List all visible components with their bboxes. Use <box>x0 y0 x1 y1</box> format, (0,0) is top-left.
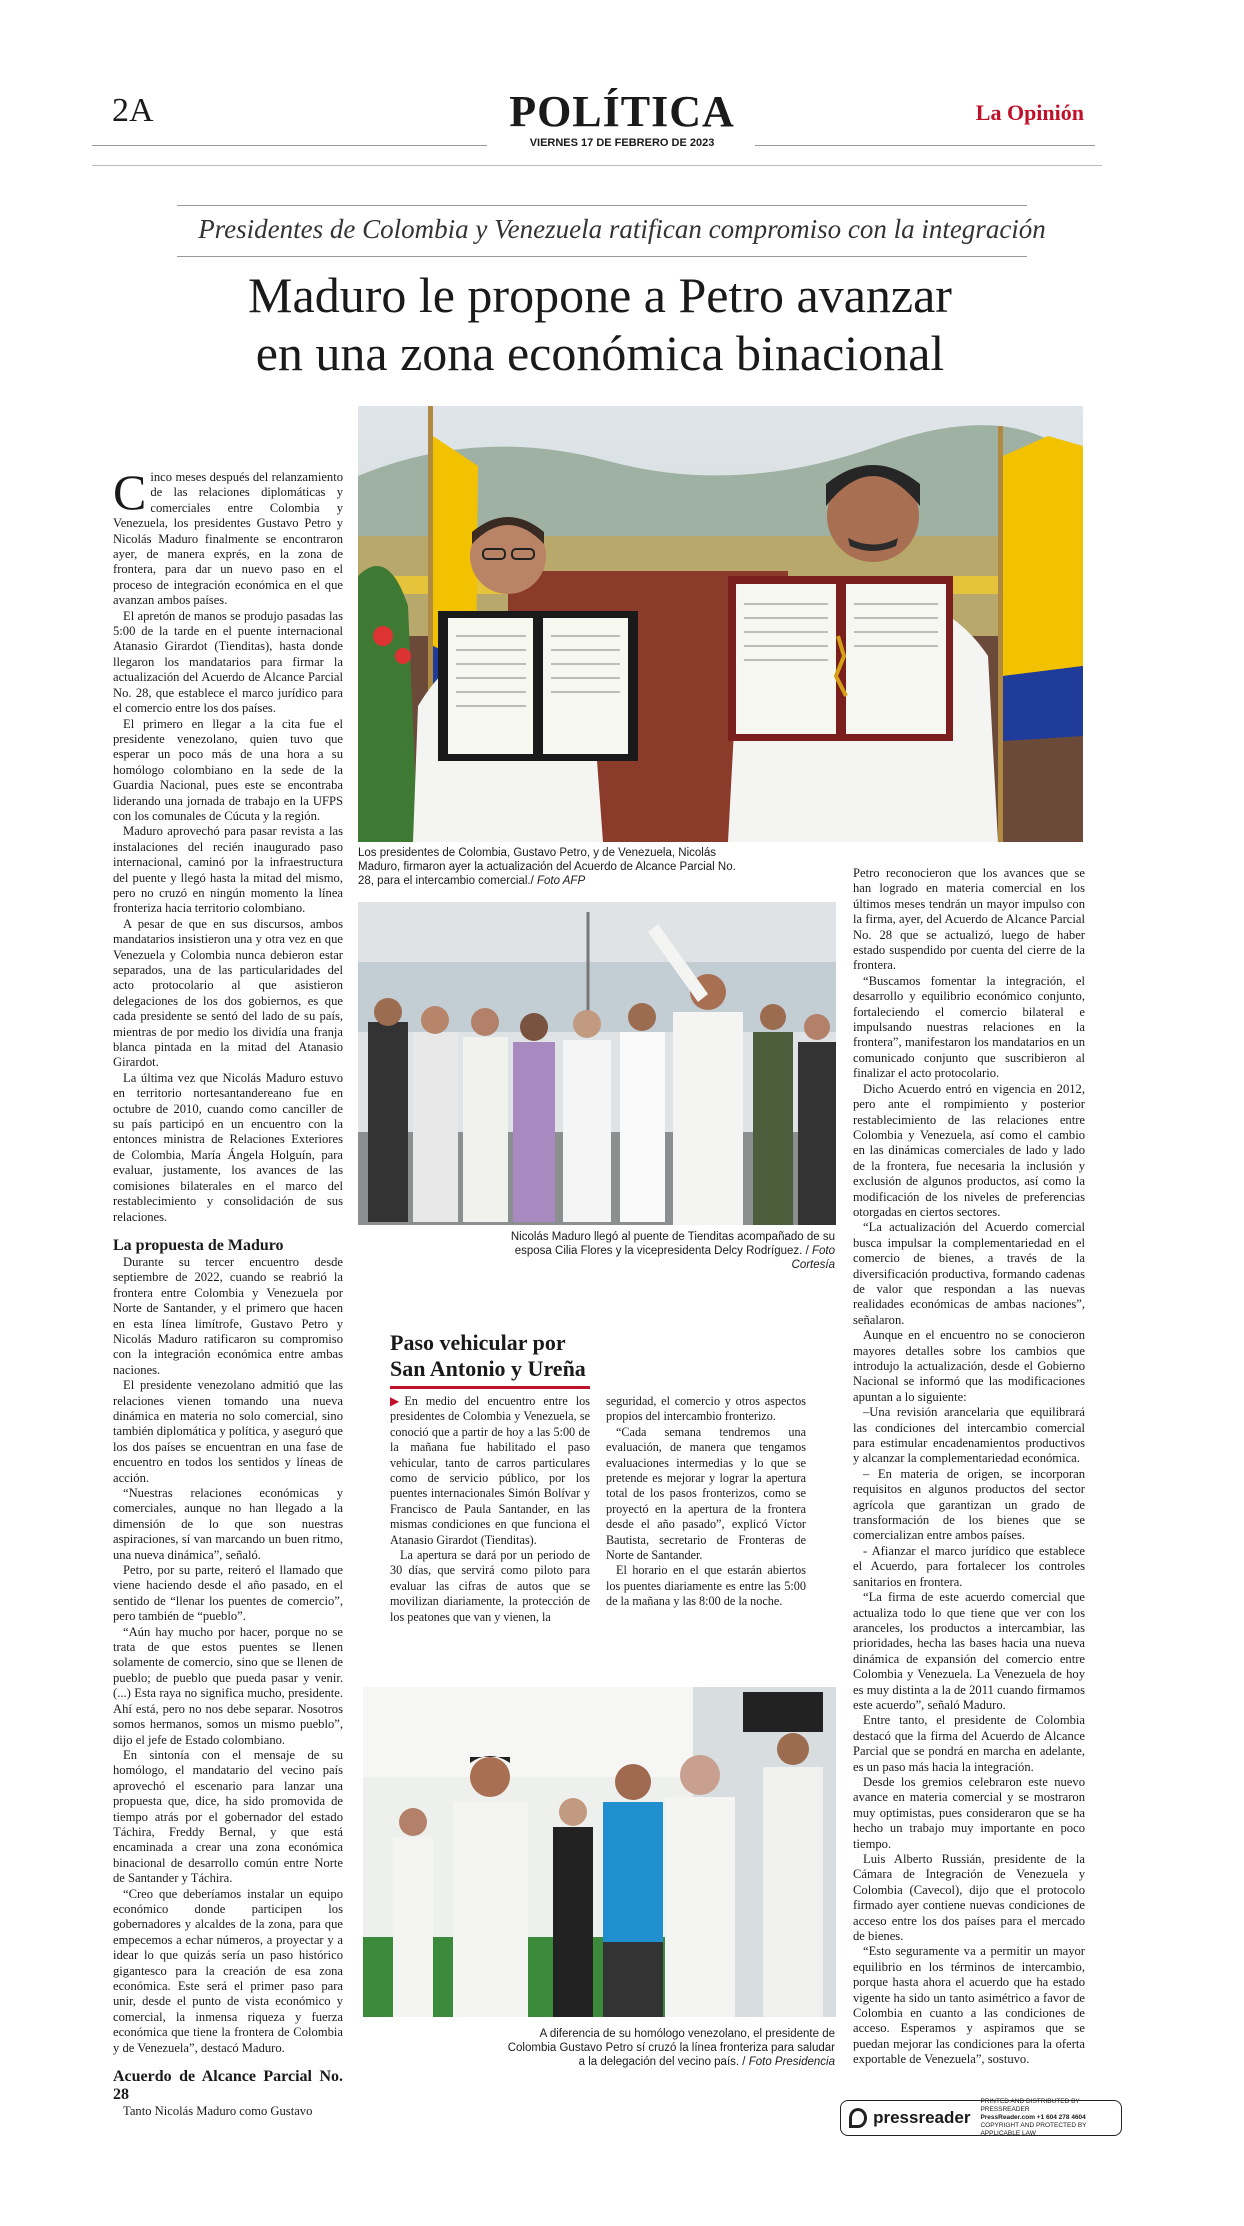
paragraph: A pesar de que en sus discursos, ambos mandatarios insistieron una y otra vez en que Venezuela y Colombia nunca debieron estar separados, una de las particularidades del acto protocolario al que asistieron delegaciones de los dos gobiernos, es que cada presidente se sentó del lado de su país, mientras de por medio los dividía una franja blanca pintada en la mitad del Atanasio Girardot. <box>113 916 343 1070</box>
headline-line-1: Maduro le propone a Petro avanzar <box>248 267 952 323</box>
headline-line-2: en una zona económica binacional <box>255 325 945 381</box>
box-title-line-2: San Antonio y Ureña <box>390 1356 586 1381</box>
paragraph: “Creo que deberíamos instalar un equipo económico donde participen los gobernadores y alcaldes de la zona, para que empecemos a echar números, a proyectar y a idear lo que quizás sería un paso histórico gigantesco para la creación de esa zona económica. Este será el primer paso para unir, desde el punto de vista económico y comercial, la inmensa riqueza y fuerza económica que tiene la frontera de Colombia y de Venezuela”, destacó Maduro. <box>113 1886 343 2055</box>
paragraph: Entre tanto, el presidente de Colombia destacó que la firma del Acuerdo de Alcance Parcial que se pondrá en marcha en adelante, es un paso más hacia la integración. <box>853 1713 1085 1774</box>
red-triangle-icon: ▶ <box>390 1394 405 1408</box>
paragraph: “La actualización del Acuerdo comercial busca impulsar la complementariedad en el comercio de bienes, a través de la diversificación productiva, formando cadenas de valor que respondan a las nuevas realidades económicas de ambas naciones”, señalaron. <box>853 1220 1085 1327</box>
photo-credit: Foto AFP <box>536 875 586 887</box>
box-title <box>390 1330 690 1382</box>
photo-credit: Foto Presidencia <box>748 2056 835 2068</box>
paragraph: “Buscamos fomentar la integración, el desarrollo y equilibrio económico conjunto, fortaleciendo el comercio bilateral e impulsando nuestras relaciones en la frontera”, manifestaron los mandatarios en un comunicado conjunto que suscribieron al finalizar el acto protocolario. <box>853 973 1085 1081</box>
paragraph: Petro, por su parte, reiteró el llamado que viene haciendo desde el año pasado, en el sentido de “llenar los puentes de comercio”, pero también de “pueblo”. <box>113 1563 343 1624</box>
photo-greeting-image <box>363 1687 836 2017</box>
issue-date: VIERNES 17 DE FEBRERO DE 2023 <box>529 137 715 149</box>
headline <box>100 266 1100 382</box>
paragraph: “Cada semana tendremos una evaluación, de manera que tengamos evaluaciones intermedias y lo que se pretende es mejorar y lograr la apertura total de los pasos fronterizos, como se proyectó en la apertura de la frontera desde el año pasado”, explicó Víctor Bautista, secretario de Fronteras de Norte de Santander. <box>606 1424 806 1563</box>
paragraph: Maduro aprovechó para pasar revista a las instalaciones del recién inaugurado paso internacional, caminó por la infraestructura del puente y llegó hasta la mitad del mismo, pero no cruzó en ningún momento la línea fronteriza hacia territorio colombiano. <box>113 824 343 916</box>
notice-line-1: PRINTED AND DISTRIBUTED BY PRESSREADER <box>980 2098 1080 2113</box>
kicker-rule-bottom <box>177 256 1027 257</box>
pressreader-wordmark: pressreader <box>873 2108 971 2127</box>
article-column-4 <box>853 866 1085 2068</box>
paragraph: Luis Alberto Russián, presidente de la Cámara de Integración de Venezuela y Colombia (Cavecol), dijo que el protocolo firmado ayer contiene nuevas condiciones de acceso entre los dos países para el mercado de bienes. <box>853 1852 1085 1944</box>
box-column-1 <box>390 1394 590 1625</box>
box-column-2 <box>606 1394 806 1610</box>
photo-signing-image <box>358 406 1083 842</box>
paragraph: En sintonía con el mensaje de su homólogo, el mandatario del vecino país aprovechó el escenario para lanzar una propuesta que, dice, ha sido promovida de tiempo atrás por el gobernador del estado Táchira, Freddy Bernal, y que está encaminada a crear una zona económica binacional de desarrollo común entre Norte de Santander y Táchira. <box>113 1747 343 1886</box>
paragraph: La última vez que Nicolás Maduro estuvo en territorio nortesantandereano fue en octubre de 2010, cuando como canciller de su país participó en un encuentro con la entonces ministra de Relaciones Exteriores de Colombia, María Ángela Holguín, para evaluar, justamente, los avances de las comisiones bilaterales en el marco del restablecimiento y consolidación de sus relaciones. <box>113 1070 343 1224</box>
box-title-line-1: Paso vehicular por <box>390 1330 566 1355</box>
paragraph: “Esto seguramente va a permitir un mayor equilibrio en los términos de intercambio, porque hasta ahora el acuerdo que ha estado vigente ha sido un tanto asimétrico a favor de Colombia en cuanto a las condiciones de acceso. Esperamos y aspiramos que se puedan mejorar las condiciones para la oferta exportable de Venezuela”, sostuvo. <box>853 1944 1085 2067</box>
paragraph: “La firma de este acuerdo comercial que actualiza todo lo que tiene que ver con los aranceles, los productos a intercambiar, las prioridades, hecha las bases hacia una nueva dinámica de expansión del comercio entre Colombia y Venezuela. La Venezuela de hoy es muy distinta a la de 2011 cuando firmamos este acuerdo”, señaló Maduro. <box>853 1590 1085 1712</box>
paragraph: “Nuestras relaciones económicas y comerciales, aunque no han llegado a la dimensión de lo que son nuestras aspiraciones, sí van marcando un buen ritmo, una nueva dinámica”, señaló. <box>113 1486 343 1562</box>
paragraph: Desde los gremios celebraron este nuevo avance en materia comercial y se mostraron muy optimistas, pues consideraron que se ha hecho un trabajo muy importante en poco tiempo. <box>853 1774 1085 1851</box>
paragraph: Cinco meses después del relanzamiento de las relaciones diplomáticas y comerciales entre Colombia y Venezuela, los presidentes Gustavo Petro y Nicolás Maduro finalmente se encontraron ayer, de manera exprés, en la zona de frontera, para dar un nuevo paso en el proceso de integración económica en el que avanzan ambos países. <box>113 464 343 608</box>
paragraph: Petro reconocieron que los avances que se han logrado en materia comercial en los últimos meses tendrán un mayor impulso con la firma, ayer, del Acuerdo de Alcance Parcial No. 28 que se actualizó, luego de haber estado suspendido por cuenta del cierre de la frontera. <box>853 866 1085 973</box>
paragraph: El horario en el que estarán abiertos los puentes diariamente es entre las 5:00 de la mañana y las 8:00 de la noche. <box>606 1563 806 1609</box>
paragraph: Tanto Nicolás Maduro como Gustavo <box>123 2104 313 2119</box>
paragraph: - Afianzar el marco jurídico que establece el Acuerdo, para fortalecer los controles sanitarios en frontera. <box>853 1543 1085 1589</box>
caption-text: Los presidentes de Colombia, Gustavo Petro, y de Venezuela, Nicolás Maduro, firmaron ayer la actualización del Acuerdo de Alcance Parcial No. 28, para el intercambio comercial./ <box>358 847 736 887</box>
photo-arrival-image <box>358 902 836 1225</box>
paragraph: El apretón de manos se produjo pasadas las 5:00 de la tarde en el puente internacional Atanasio Girardot (Tienditas), hasta donde llegaron los mandatarios para firmar la actualización del Acuerdo de Alcance Parcial No. 28, que establece el marco jurídico para el comercio entre los dos países. <box>113 608 343 716</box>
paragraph: ▶En medio del encuentro entre los presidentes de Colombia y Venezuela, se conoció que a partir de hoy a las 5:00 de la mañana fue habilitado el paso vehicular, tanto de carros particulares como de servicio público, por los puentes internacionales Simón Bolívar y Francisco de Paula Santander, en las mismas condiciones en que funciona el Atanasio Girardot (Tienditas). <box>390 1394 590 1547</box>
header-rule <box>92 165 1102 166</box>
photo-signing-caption <box>358 846 743 888</box>
paragraph: – En materia de origen, se incorporan requisitos en algunos productos del sector agrícola que garantizan un grado de transformación de los bienes que se comercializan entre ambos países. <box>853 1466 1085 1543</box>
brand-logo: La Opinión <box>975 100 1084 125</box>
photo-greeting <box>363 1687 836 2017</box>
header-rule-left <box>92 145 487 146</box>
kicker: Presidentes de Colombia y Venezuela ratifican compromiso con la integración <box>198 214 1046 244</box>
paragraph: “Aún hay mucho por hacer, porque no se trata de que estos puentes se llenen solamente de comercio, sino que se llenen de pueblo; de pueblo que pueda pasar y venir. (...) Esta raya no significa mucho, presidente. Ahí está, pero no nos debe separar. Nosotros somos hermanos, somos un mismo pueblo”, dijo el jefe de Estado colombiano. <box>113 1624 343 1747</box>
photo-credit: Foto Cortesía <box>791 1245 835 1271</box>
paragraph: El primero en llegar a la cita fue el presidente venezolano, quien tuvo que esperar un poco más de una hora a su homólogo colombiano en la sede de la Guardia Nacional, pues este se encontraba liderando una jornada de trabajo en la UFPS con los comunales de Cúcuta y la región. <box>113 716 343 823</box>
article-column-1 <box>113 464 343 2119</box>
photo-arrival <box>358 902 836 1225</box>
pressreader-notice <box>980 2098 1121 2138</box>
paragraph: Dicho Acuerdo entró en vigencia en 2012, pero ante el rompimiento y posterior restablecimiento de las relaciones entre Colombia y Venezuela, así como el cambio en las dinámicas comerciales de lado y lado de la frontera, fue necesaria la inclusión y exclusión de algunos productos, así como la modificación de los niveles de preferencias otorgadas en ciertos sectores. <box>853 1081 1085 1219</box>
paragraph: La apertura se dará por un periodo de 30 días, que servirá como piloto para evaluar las cifras de autos que se movilizan diariamente, la protección de los peatones que van y vienen, la <box>390 1548 590 1624</box>
photo-arrival-caption <box>505 1230 835 1272</box>
page-number: 2A <box>112 92 154 129</box>
section-title: POLÍTICA <box>509 87 735 136</box>
subheading: Acuerdo de Alcance Parcial No. 28 <box>113 2068 343 2104</box>
kicker-rule-top <box>177 205 1027 206</box>
paragraph: –Una revisión arancelaria que equilibrará las condiciones del intercambio comercial para estimular encadenamientos productivos y alcanzar la complementariedad económica. <box>853 1405 1085 1466</box>
drop-cap: C <box>113 464 147 520</box>
notice-line-2: PressReader.com +1 604 278 4604 <box>980 2114 1086 2121</box>
notice-line-3: COPYRIGHT AND PROTECTED BY APPLICABLE LAW <box>980 2122 1087 2137</box>
photo-signing <box>358 406 1083 842</box>
paragraph: Aunque en el encuentro no se conocieron mayores detalles sobre los cambios que introdujo la actualización, desde el Gobierno Nacional se informó que las modificaciones apuntan a lo siguiente: <box>853 1328 1085 1404</box>
box-title-underline <box>390 1386 590 1389</box>
paragraph: Durante su tercer encuentro desde septiembre de 2022, cuando se reabrió la frontera entre Colombia y Venezuela por Norte de Santander, y el primero que hacen en esta línea limítrofe, Gustavo Petro y Nicolás Maduro ratificaron su compromiso con la integración económica entre ambas naciones. <box>113 1254 343 1377</box>
header-rule-right <box>755 145 1095 146</box>
subheading: La propuesta de Maduro <box>113 1236 284 1254</box>
photo-greeting-caption <box>505 2027 835 2069</box>
paragraph: El presidente venezolano admitió que las relaciones vienen tomando una nueva dinámica en materia no solo comercial, sino también diplomática y política, y aseguró que los dos países se encuentran en una fase de encuentro en todos los sentidos y líneas de acción. <box>113 1378 343 1485</box>
paragraph: seguridad, el comercio y otros aspectos propios del intercambio fronterizo. <box>606 1394 806 1424</box>
caption-text: Nicolás Maduro llegó al puente de Tienditas acompañado de su esposa Cilia Flores y la vicepresidenta Delcy Rodríguez. / <box>510 1231 835 1257</box>
caption-text: A diferencia de su homólogo venezolano, el presidente de Colombia Gustavo Petro sí cruzó la línea fronteriza para saludar a la delegación del vecino país. / <box>507 2028 835 2068</box>
pressreader-p-icon <box>849 2108 867 2128</box>
pressreader-badge <box>840 2100 1122 2136</box>
